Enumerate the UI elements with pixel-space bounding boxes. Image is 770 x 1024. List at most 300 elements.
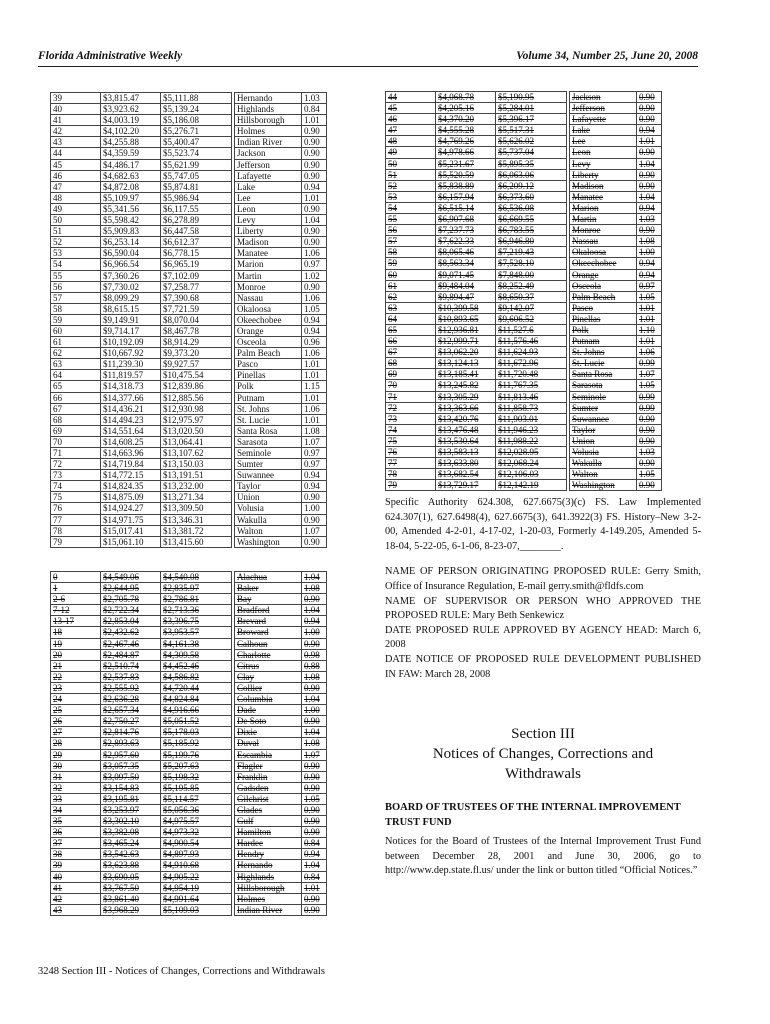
factor-cell: 0.90 <box>302 716 327 727</box>
table-row <box>51 525 327 536</box>
factor-cell: 0.97 <box>302 459 327 470</box>
table-row <box>386 191 662 202</box>
rate-a-cell: $5,231.67 <box>436 158 496 169</box>
board-notice <box>385 835 701 879</box>
age-cell: 37 <box>51 838 101 849</box>
county-cell: Nassau <box>570 236 637 247</box>
rate-a-cell: $4,003.19 <box>101 115 161 126</box>
table-row <box>386 369 662 380</box>
age-cell: 38 <box>51 849 101 860</box>
factor-cell: 1.04 <box>302 215 327 226</box>
rate-b-cell: $12,106.03 <box>496 469 567 480</box>
factor-cell: 0.90 <box>637 180 662 191</box>
rate-b-cell: $7,390.68 <box>161 292 232 303</box>
table-row <box>386 169 662 180</box>
rate-b-cell: $9,373.20 <box>161 348 232 359</box>
rate-b-cell: $5,747.05 <box>161 170 232 181</box>
county-cell: St. Lucie <box>235 414 302 425</box>
rate-b-cell: $7,721.59 <box>161 303 232 314</box>
table-row <box>386 469 662 480</box>
age-cell: 59 <box>386 258 436 269</box>
rate-a-cell: $2,814.76 <box>101 727 161 738</box>
rate-b-cell: $12,839.86 <box>161 381 232 392</box>
county-cell: Franklin <box>235 771 302 782</box>
age-cell: 56 <box>51 281 101 292</box>
rate-a-cell: $3,861.40 <box>101 893 161 904</box>
age-cell: 60 <box>51 325 101 336</box>
rate-b-cell: $5,111.88 <box>161 93 232 104</box>
rate-a-cell: $13,124.13 <box>436 358 496 369</box>
factor-cell: 0.84 <box>302 104 327 115</box>
rate-b-cell: $5,396.17 <box>496 114 567 125</box>
county-cell: Jackson <box>235 148 302 159</box>
rate-b-cell: $8,467.78 <box>161 325 232 336</box>
factor-cell: 0.90 <box>302 893 327 904</box>
rate-a-cell: $3,690.05 <box>101 871 161 882</box>
age-cell: 79 <box>386 480 436 491</box>
rate-a-cell: $6,907.68 <box>436 214 496 225</box>
rate-b-cell: $9,142.07 <box>496 302 567 313</box>
rate-a-cell: $13,420.76 <box>436 413 496 424</box>
age-cell: 52 <box>51 237 101 248</box>
table-row <box>51 749 327 760</box>
age-cell: 58 <box>386 247 436 258</box>
age-cell: 54 <box>386 202 436 213</box>
factor-cell: 0.90 <box>637 435 662 446</box>
rate-b-cell: $11,576.46 <box>496 336 567 347</box>
rate-b-cell: $6,536.08 <box>496 202 567 213</box>
table-row <box>386 236 662 247</box>
factor-cell: 0.94 <box>302 470 327 481</box>
factor-cell: 0.90 <box>302 492 327 503</box>
factor-cell: 0.99 <box>637 391 662 402</box>
rate-a-cell: $13,530.64 <box>436 435 496 446</box>
factor-cell: 0.90 <box>302 170 327 181</box>
header-rule <box>38 66 698 67</box>
rate-a-cell: $8,065.46 <box>436 247 496 258</box>
factor-cell: 1.01 <box>637 302 662 313</box>
rate-b-cell: $11,672.96 <box>496 358 567 369</box>
county-cell: Martin <box>235 270 302 281</box>
table-row <box>51 337 327 348</box>
table-row <box>51 281 327 292</box>
table-row <box>51 660 327 671</box>
age-cell: 68 <box>51 414 101 425</box>
county-cell: Orange <box>235 325 302 336</box>
factor-cell: 0.90 <box>302 771 327 782</box>
factor-cell: 1.10 <box>637 324 662 335</box>
factor-cell: 1.15 <box>302 381 327 392</box>
county-cell: Columbia <box>235 694 302 705</box>
table-row <box>51 93 327 104</box>
age-cell: 46 <box>386 114 436 125</box>
factor-cell: 1.05 <box>637 380 662 391</box>
rate-a-cell: $2,467.46 <box>101 638 161 649</box>
rate-b-cell: $11,624.93 <box>496 347 567 358</box>
rate-a-cell: $10,192.09 <box>101 337 161 348</box>
factor-cell: 1.05 <box>302 303 327 314</box>
rate-a-cell: $3,302.10 <box>101 816 161 827</box>
age-cell: 59 <box>51 314 101 325</box>
rate-b-cell: $4,954.19 <box>161 882 232 893</box>
factor-cell: 1.00 <box>302 627 327 638</box>
rate-b-cell: $11,903.01 <box>496 413 567 424</box>
factor-cell: 1.07 <box>302 436 327 447</box>
county-cell: Suwannee <box>570 413 637 424</box>
factor-cell: 1.08 <box>302 583 327 594</box>
table-row <box>51 459 327 470</box>
county-cell: Baker <box>235 583 302 594</box>
rate-a-cell: $2,484.87 <box>101 649 161 660</box>
age-cell: 26 <box>51 716 101 727</box>
rate-a-cell: $13,062.20 <box>436 347 496 358</box>
county-cell: Pasco <box>235 359 302 370</box>
table-row <box>386 114 662 125</box>
age-cell: 53 <box>386 191 436 202</box>
table-row <box>386 358 662 369</box>
age-cell: 70 <box>386 380 436 391</box>
rate-b-cell: $4,452.46 <box>161 660 232 671</box>
rate-a-cell: $15,061.10 <box>101 536 161 547</box>
county-cell: Sarasota <box>570 380 637 391</box>
rate-b-cell: $6,117.55 <box>161 203 232 214</box>
table-row <box>51 159 327 170</box>
rate-a-cell: $13,682.54 <box>436 469 496 480</box>
rate-b-cell: $8,650.37 <box>496 291 567 302</box>
rate-b-cell: $7,528.10 <box>496 258 567 269</box>
factor-cell: 0.90 <box>637 147 662 158</box>
rate-a-cell: $4,359.59 <box>101 148 161 159</box>
rate-b-cell: $9,927.57 <box>161 359 232 370</box>
table-row <box>51 536 327 547</box>
rate-a-cell: $5,909.83 <box>101 226 161 237</box>
county-cell: Monroe <box>570 225 637 236</box>
rate-b-cell: $5,523.74 <box>161 148 232 159</box>
factor-cell: 1.03 <box>302 93 327 104</box>
age-cell: 58 <box>51 303 101 314</box>
rate-a-cell: $4,769.26 <box>436 136 496 147</box>
rate-a-cell: $2,893.63 <box>101 738 161 749</box>
factor-cell: 0.90 <box>302 827 327 838</box>
rate-b-cell: $4,824.84 <box>161 694 232 705</box>
age-cell: 40 <box>51 871 101 882</box>
rate-a-cell: $6,157.94 <box>436 191 496 202</box>
rate-a-cell: $14,377.66 <box>101 392 161 403</box>
county-cell: Wakulla <box>570 458 637 469</box>
rate-a-cell: $14,663.96 <box>101 448 161 459</box>
table-row <box>386 424 662 435</box>
rate-a-cell: $6,253.14 <box>101 237 161 248</box>
age-cell: 50 <box>386 158 436 169</box>
table-row <box>386 324 662 335</box>
rate-a-cell: $14,719.84 <box>101 459 161 470</box>
age-cell: 63 <box>51 359 101 370</box>
county-cell: Indian River <box>235 137 302 148</box>
rate-b-cell: $12,885.56 <box>161 392 232 403</box>
rate-b-cell: $12,028.95 <box>496 447 567 458</box>
rate-b-cell: $11,720.48 <box>496 369 567 380</box>
county-cell: Putnam <box>570 336 637 347</box>
age-cell: 60 <box>386 269 436 280</box>
county-cell: St. Johns <box>235 403 302 414</box>
county-cell: St. Johns <box>570 347 637 358</box>
rate-a-cell: $9,714.17 <box>101 325 161 336</box>
table-row <box>51 303 327 314</box>
county-cell: Lee <box>235 192 302 203</box>
table-row <box>386 413 662 424</box>
rate-a-cell: $9,894.47 <box>436 291 496 302</box>
factor-cell: 1.08 <box>302 425 327 436</box>
rate-b-cell: $13,150.03 <box>161 459 232 470</box>
rate-b-cell: $5,178.03 <box>161 727 232 738</box>
rate-b-cell: $5,109.03 <box>161 904 232 915</box>
county-cell: Hillsborough <box>235 882 302 893</box>
notice-date: DATE NOTICE OF PROPOSED RULE DEVELOPMENT PUBLISHED IN FAW: March 28, 2008 <box>385 653 701 680</box>
rate-a-cell: $2,432.62 <box>101 627 161 638</box>
age-cell: 43 <box>51 904 101 915</box>
table-row <box>51 192 327 203</box>
factor-cell: 1.01 <box>302 192 327 203</box>
rate-b-cell: $4,910.68 <box>161 860 232 871</box>
county-cell: Sarasota <box>235 436 302 447</box>
table-row <box>51 115 327 126</box>
county-cell: Jefferson <box>570 103 637 114</box>
rate-b-cell: $12,068.24 <box>496 458 567 469</box>
table-row <box>51 259 327 270</box>
rate-b-cell: $13,232.00 <box>161 481 232 492</box>
age-cell: 18 <box>51 627 101 638</box>
rate-b-cell: $5,198.32 <box>161 771 232 782</box>
county-cell: Lake <box>570 125 637 136</box>
rate-table-deleted <box>50 571 327 916</box>
rate-b-cell: $5,737.04 <box>496 147 567 158</box>
factor-cell: 0.94 <box>302 849 327 860</box>
factor-cell: 1.03 <box>637 447 662 458</box>
rate-b-cell: $5,199.76 <box>161 749 232 760</box>
table-row <box>51 716 327 727</box>
factor-cell: 0.90 <box>637 169 662 180</box>
rate-b-cell: $7,102.09 <box>161 270 232 281</box>
rate-a-cell: $4,068.78 <box>436 92 496 103</box>
factor-cell: 0.90 <box>302 226 327 237</box>
table-row <box>386 92 662 103</box>
table-row <box>51 605 327 616</box>
rate-a-cell: $5,341.56 <box>101 203 161 214</box>
county-cell: Duval <box>235 738 302 749</box>
factor-cell: 1.04 <box>302 694 327 705</box>
table-row <box>51 882 327 893</box>
county-cell: Hamilton <box>235 827 302 838</box>
factor-cell: 0.90 <box>302 782 327 793</box>
age-cell: 47 <box>386 125 436 136</box>
county-cell: Liberty <box>570 169 637 180</box>
factor-cell: 1.04 <box>637 158 662 169</box>
rate-a-cell: $3,465.24 <box>101 838 161 849</box>
rate-a-cell: $13,245.82 <box>436 380 496 391</box>
table-row <box>51 226 327 237</box>
table-row <box>386 125 662 136</box>
originator: NAME OF PERSON ORIGINATING PROPOSED RULE: Gerry Smith, Office of Insurance Regulation, E-mail gerry.smith@fldfs.com <box>385 566 701 592</box>
table-row <box>386 291 662 302</box>
table-row <box>51 514 327 525</box>
county-cell: Bay <box>235 594 302 605</box>
table-row <box>386 391 662 402</box>
page-footer: 3248 Section III - Notices of Changes, Corrections and Withdrawals <box>38 966 325 977</box>
rate-a-cell: $4,102.20 <box>101 126 161 137</box>
age-cell: 49 <box>51 203 101 214</box>
table-row <box>386 280 662 291</box>
table-row <box>51 705 327 716</box>
rate-b-cell: $12,142.19 <box>496 480 567 491</box>
rate-b-cell: $11,813.46 <box>496 391 567 402</box>
age-cell: 39 <box>51 860 101 871</box>
rate-a-cell: $2,555.92 <box>101 682 161 693</box>
rate-a-cell: $15,017.41 <box>101 525 161 536</box>
rate-b-cell: $8,914.29 <box>161 337 232 348</box>
age-cell: 62 <box>51 348 101 359</box>
table-row <box>386 302 662 313</box>
rate-b-cell: $6,946.80 <box>496 236 567 247</box>
rate-a-cell: $14,494.23 <box>101 414 161 425</box>
rate-a-cell: $7,237.73 <box>436 225 496 236</box>
factor-cell: 1.02 <box>302 270 327 281</box>
factor-cell: 0.90 <box>637 424 662 435</box>
running-header-left: Florida Administrative Weekly <box>38 50 183 62</box>
rate-a-cell: $14,924.27 <box>101 503 161 514</box>
table-row <box>51 816 327 827</box>
age-cell: 76 <box>51 503 101 514</box>
rate-b-cell: $5,400.47 <box>161 137 232 148</box>
factor-cell: 1.03 <box>637 214 662 225</box>
table-row <box>386 136 662 147</box>
rate-b-cell: $11,767.35 <box>496 380 567 391</box>
rate-b-cell: $11,946.23 <box>496 424 567 435</box>
county-cell: Polk <box>235 381 302 392</box>
rate-b-cell: $6,209.12 <box>496 180 567 191</box>
rate-b-cell: $6,669.55 <box>496 214 567 225</box>
county-cell: Jefferson <box>235 159 302 170</box>
age-cell: 20 <box>51 649 101 660</box>
rate-b-cell: $4,900.54 <box>161 838 232 849</box>
table-row <box>51 838 327 849</box>
age-cell: 21 <box>51 660 101 671</box>
table-row <box>51 671 327 682</box>
table-row <box>386 269 662 280</box>
age-cell: 51 <box>51 226 101 237</box>
factor-cell: 0.94 <box>302 325 327 336</box>
county-cell: Marion <box>570 202 637 213</box>
rate-b-cell: $4,720.44 <box>161 682 232 693</box>
rate-a-cell: $4,549.06 <box>101 572 161 583</box>
age-cell: 77 <box>51 514 101 525</box>
rate-b-cell: $5,114.57 <box>161 793 232 804</box>
rate-a-cell: $3,253.97 <box>101 804 161 815</box>
rate-b-cell: $5,186.08 <box>161 115 232 126</box>
factor-cell: 1.05 <box>637 291 662 302</box>
rate-a-cell: $14,772.15 <box>101 470 161 481</box>
factor-cell: 1.06 <box>302 403 327 414</box>
age-cell: 73 <box>51 470 101 481</box>
rate-b-cell: $11,988.22 <box>496 435 567 446</box>
factor-cell: 1.04 <box>302 605 327 616</box>
rate-b-cell: $4,897.93 <box>161 849 232 860</box>
rate-a-cell: $6,515.14 <box>436 202 496 213</box>
rate-a-cell: $14,971.75 <box>101 514 161 525</box>
factor-cell: 1.05 <box>302 793 327 804</box>
table-row <box>386 180 662 191</box>
factor-cell: 0.90 <box>302 281 327 292</box>
factor-cell: 0.90 <box>302 514 327 525</box>
board-heading: BOARD OF TRUSTEES OF THE INTERNAL IMPROVEMENT TRUST FUND <box>385 802 681 828</box>
county-cell: Seminole <box>235 448 302 459</box>
age-cell: 79 <box>51 536 101 547</box>
rate-a-cell: $13,729.17 <box>436 480 496 491</box>
rate-a-cell: $3,767.50 <box>101 882 161 893</box>
county-cell: Walton <box>570 469 637 480</box>
rate-a-cell: $3,057.35 <box>101 760 161 771</box>
county-cell: Suwannee <box>235 470 302 481</box>
table-row <box>386 225 662 236</box>
table-row <box>386 458 662 469</box>
table-row <box>51 348 327 359</box>
factor-cell: 0.94 <box>637 202 662 213</box>
age-cell: 25 <box>51 705 101 716</box>
age-cell: 72 <box>386 402 436 413</box>
rate-a-cell: $14,824.35 <box>101 481 161 492</box>
county-cell: Polk <box>570 324 637 335</box>
county-cell: Leon <box>570 147 637 158</box>
age-cell: 66 <box>51 392 101 403</box>
county-cell: Citrus <box>235 660 302 671</box>
table-row <box>51 893 327 904</box>
factor-cell: 0.90 <box>302 159 327 170</box>
rate-a-cell: $8,563.34 <box>436 258 496 269</box>
rate-b-cell: $7,219.43 <box>496 247 567 258</box>
county-cell: Osceola <box>570 280 637 291</box>
age-cell: 36 <box>51 827 101 838</box>
table-row <box>386 103 662 114</box>
table-row <box>51 860 327 871</box>
rate-a-cell: $3,968.29 <box>101 904 161 915</box>
factor-cell: 0.90 <box>637 458 662 469</box>
age-cell: 73 <box>386 413 436 424</box>
age-cell: 62 <box>386 291 436 302</box>
county-cell: Marion <box>235 259 302 270</box>
rate-a-cell: $13,305.29 <box>436 391 496 402</box>
age-cell: 55 <box>386 214 436 225</box>
rate-b-cell: $2,786.81 <box>161 594 232 605</box>
county-cell: Pinellas <box>235 370 302 381</box>
factor-cell: 1.04 <box>302 860 327 871</box>
factor-cell: 1.00 <box>637 247 662 258</box>
county-cell: Clay <box>235 671 302 682</box>
county-cell: Hernando <box>235 93 302 104</box>
rate-b-cell: $5,139.24 <box>161 104 232 115</box>
table-row <box>51 682 327 693</box>
age-cell: 50 <box>51 215 101 226</box>
age-cell: 43 <box>51 137 101 148</box>
factor-cell: 1.08 <box>302 738 327 749</box>
factor-cell: 1.01 <box>637 136 662 147</box>
county-cell: Washington <box>570 480 637 491</box>
rate-b-cell: $5,051.52 <box>161 716 232 727</box>
rate-a-cell: $13,476.48 <box>436 424 496 435</box>
age-cell: 32 <box>51 782 101 793</box>
rate-a-cell: $14,608.25 <box>101 436 161 447</box>
table-row <box>51 425 327 436</box>
factor-cell: 0.90 <box>302 904 327 915</box>
factor-cell: 0.88 <box>302 660 327 671</box>
